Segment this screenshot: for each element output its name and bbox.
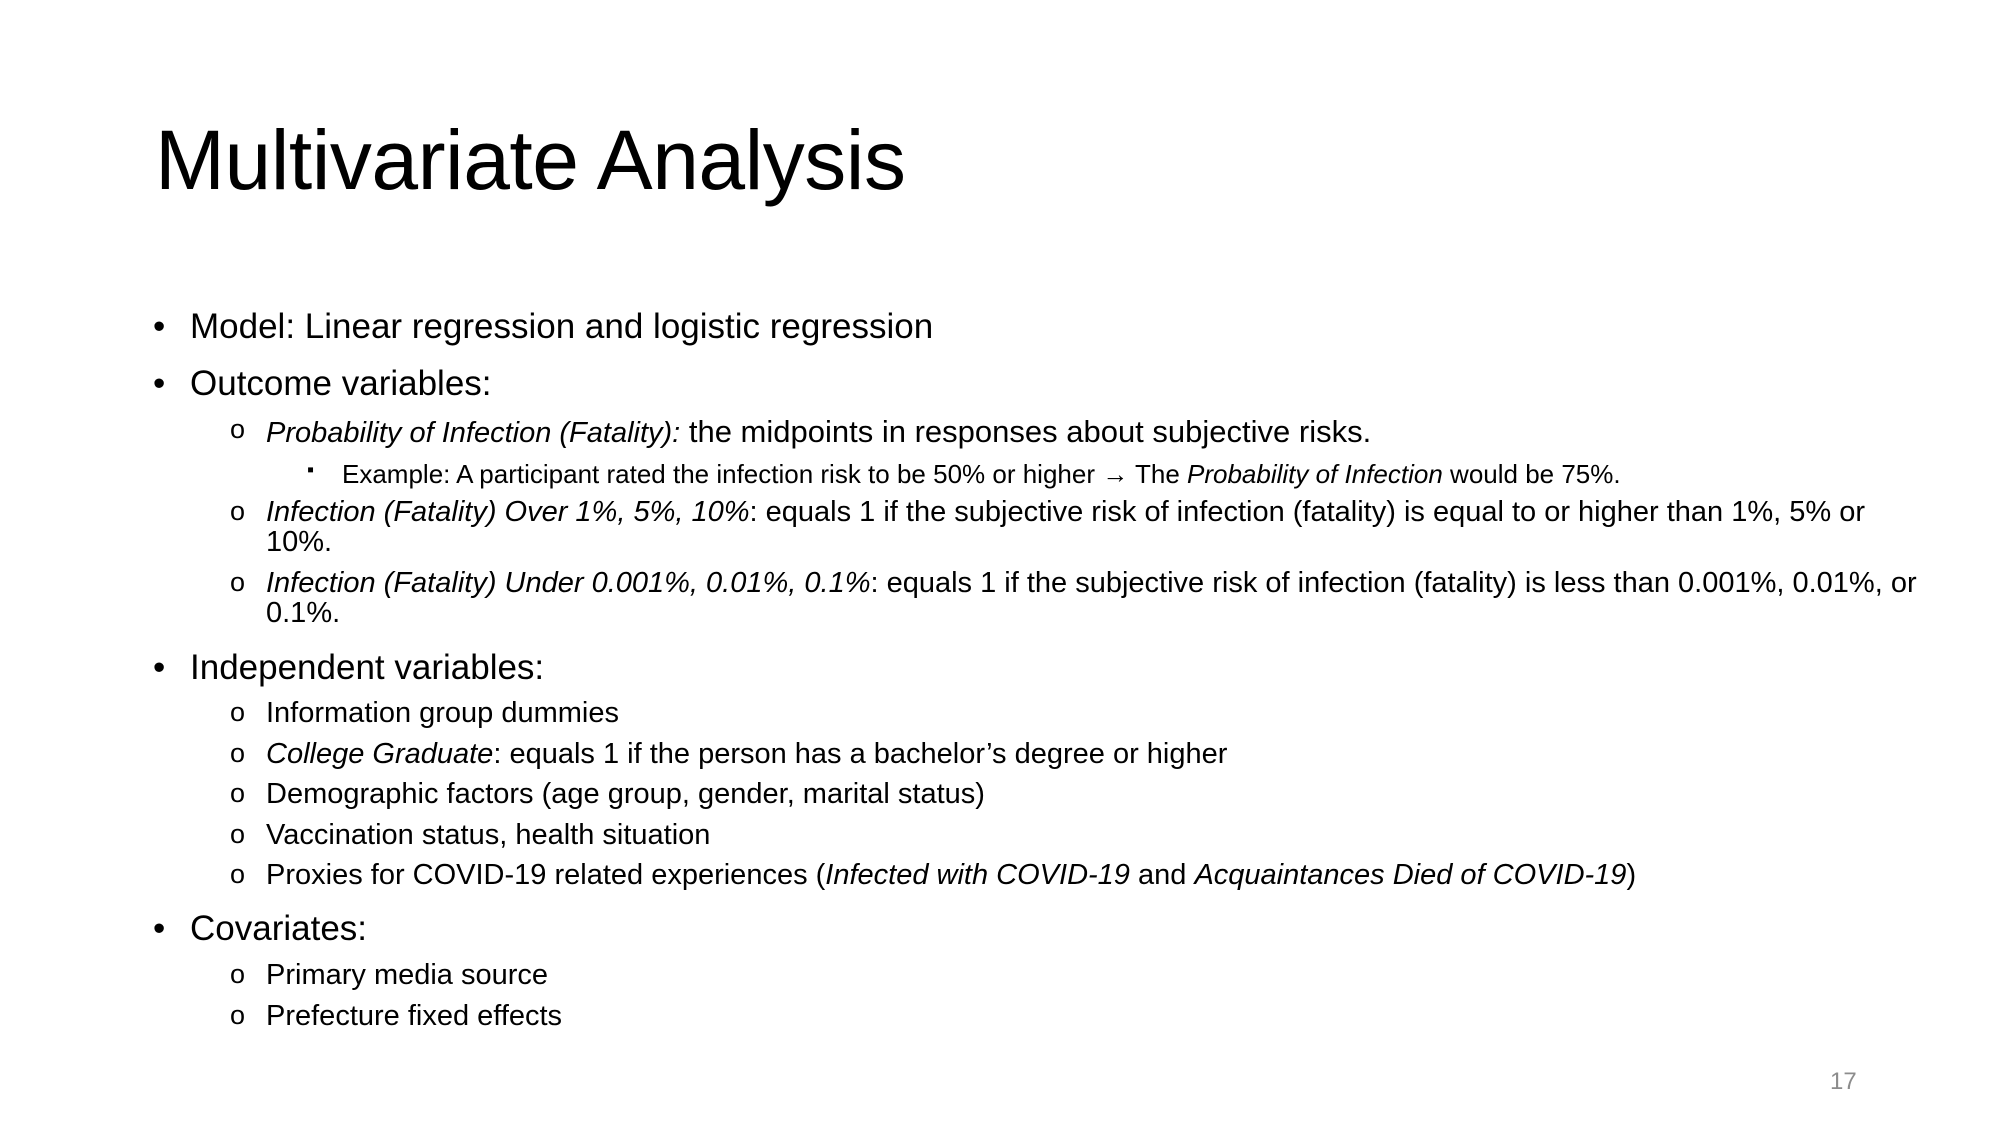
circle-bullet-icon: o <box>230 1000 246 1030</box>
text-vaccination: Vaccination status, health situation <box>266 819 711 851</box>
text-probability: the midpoints in responses about subjective risks. <box>680 414 1372 449</box>
sub-bullet-demographics <box>230 778 985 811</box>
circle-bullet-icon: o <box>230 819 246 849</box>
term-college: College Graduate <box>266 738 494 770</box>
bullet-dot-icon: • <box>153 648 166 687</box>
example-post: would be 75%. <box>1442 459 1621 489</box>
example-mid: The <box>1128 459 1187 489</box>
proxies-mid: and <box>1129 859 1195 891</box>
text-info: Information group dummies <box>266 697 619 729</box>
text-college: : equals 1 if the person has a bachelor’s degree or higher <box>493 738 1228 770</box>
bullet-model <box>153 307 934 347</box>
sub-bullet-probability <box>230 414 1372 450</box>
sub-bullet-info <box>230 697 619 730</box>
bullet-text: Covariates: <box>190 909 368 948</box>
circle-bullet-icon: o <box>230 959 246 989</box>
term-probability: Probability of Infection (Fatality): <box>266 417 681 449</box>
circle-bullet-icon: o <box>230 778 246 808</box>
example-item <box>307 459 1621 490</box>
bullet-text: Model: Linear regression and logistic regression <box>190 307 934 346</box>
sub-bullet-over <box>230 496 1926 559</box>
bullet-dot-icon: • <box>153 307 166 346</box>
bullet-text: Independent variables: <box>190 648 545 687</box>
proxies-pre: Proxies for COVID-19 related experiences ( <box>266 859 826 891</box>
bullet-text: Outcome variables: <box>190 364 492 403</box>
circle-bullet-icon: o <box>230 496 246 526</box>
sub-bullet-college <box>230 738 1228 771</box>
square-bullet-icon: ▪ <box>307 459 315 481</box>
term-under: Infection (Fatality) Under 0.001%, 0.01%, 0.1% <box>266 567 871 599</box>
bullet-dot-icon: • <box>153 909 166 948</box>
text-prefecture: Prefecture fixed effects <box>266 1000 563 1032</box>
circle-bullet-icon: o <box>230 697 246 727</box>
sub-bullet-proxies <box>230 859 1637 892</box>
circle-bullet-icon: o <box>230 738 246 768</box>
example-pre: Example: A participant rated the infection risk to be 50% or higher <box>342 459 1103 489</box>
text-demographics: Demographic factors (age group, gender, marital status) <box>266 778 985 810</box>
text-over: : equals 1 if the subjective risk of infection (fatality) is equal to or higher than 1%, 5% or 10%. <box>266 496 1865 559</box>
term-over: Infection (Fatality) Over 1%, 5%, 10% <box>266 496 750 528</box>
circle-bullet-icon: o <box>230 567 246 597</box>
slide-title: Multivariate Analysis <box>155 113 906 207</box>
sub-bullet-media <box>230 959 549 992</box>
proxies-term-infected: Infected with COVID-19 <box>825 859 1130 891</box>
arrow-right-icon: → <box>1102 459 1129 489</box>
bullet-outcome-variables <box>153 364 492 404</box>
bullet-independent-variables <box>153 648 545 688</box>
sub-bullet-vaccination <box>230 819 711 852</box>
bullet-covariates <box>153 909 368 949</box>
circle-bullet-icon: o <box>230 859 246 889</box>
sub-bullet-prefecture <box>230 1000 563 1033</box>
proxies-term-acquaintances: Acquaintances Died of COVID-19 <box>1194 859 1627 891</box>
bullet-dot-icon: • <box>153 364 166 403</box>
text-media: Primary media source <box>266 959 549 991</box>
proxies-post: ) <box>1626 859 1637 891</box>
text-under: : equals 1 if the subjective risk of infection (fatality) is less than 0.001%, 0.01%, or 0.1%. <box>266 567 1917 630</box>
circle-bullet-icon: o <box>230 414 246 444</box>
page-number: 17 <box>1830 1068 1857 1095</box>
sub-bullet-under <box>230 567 1926 630</box>
example-term: Probability of Infection <box>1187 459 1443 489</box>
